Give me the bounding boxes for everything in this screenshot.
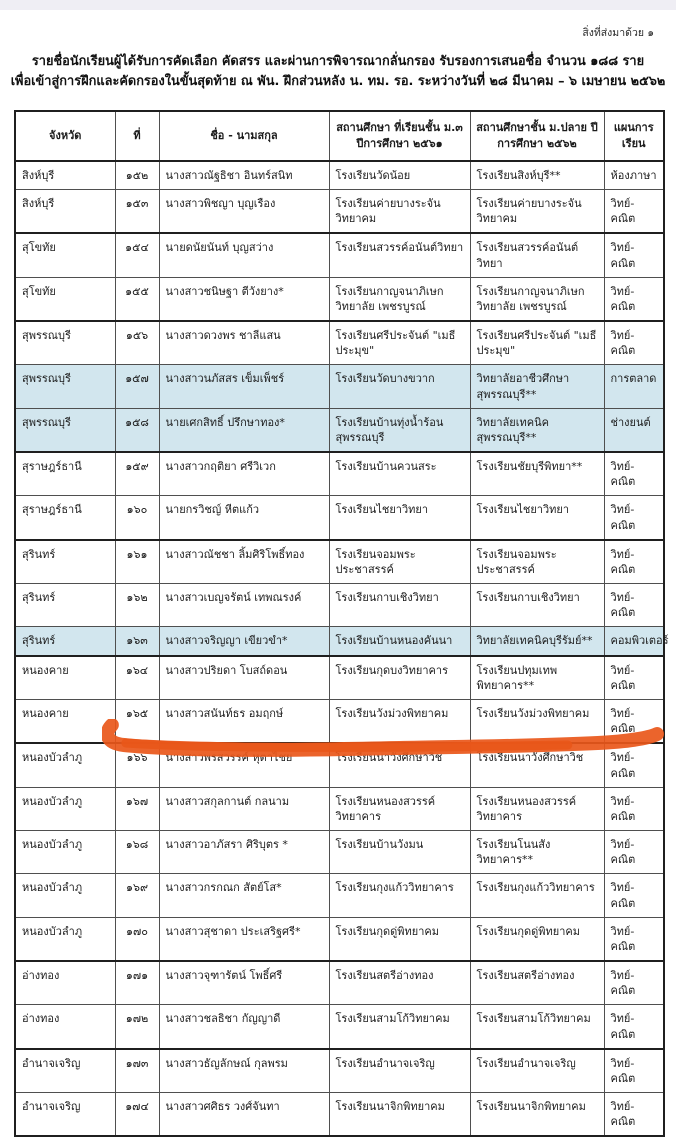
cell-plan: วิทย์-คณิต	[604, 1093, 664, 1137]
header-row	[15, 111, 664, 161]
cell-no: ๑๖๐	[115, 496, 159, 540]
cell-province: สุรินทร์	[15, 540, 115, 584]
cell-province: หนองคาย	[15, 656, 115, 700]
document-title	[0, 52, 676, 92]
cell-no: ๑๕๗	[115, 365, 159, 408]
column-header-3: สถานศึกษา ที่เรียนชั้น ม.๓ ปีการศึกษา ๒๕๖๑	[329, 111, 470, 161]
cell-school_high: โรงเรียนโนนสังวิทยาคาร**	[470, 831, 604, 874]
cell-school_high: โรงเรียนอำนาจเจริญ	[470, 1049, 604, 1093]
cell-name: นางสาวสกุลกานต์ กลนาม	[159, 787, 329, 830]
cell-school_m3: โรงเรียนกาญจนาภิเษกวิทยาลัย เพชรบูรณ์	[329, 277, 470, 321]
cell-province: หนองบัวลำภู	[15, 831, 115, 874]
table-row	[15, 743, 664, 787]
cell-plan: วิทย์-คณิต	[604, 321, 664, 365]
cell-school_m3: โรงเรียนกุดดู่พิทยาคม	[329, 917, 470, 961]
cell-province: หนองคาย	[15, 700, 115, 744]
cell-school_high: โรงเรียนค่ายบางระจันวิทยาคม	[470, 190, 604, 234]
cell-school_m3: โรงเรียนบ้านหนองคันนา	[329, 627, 470, 656]
cell-province: หนองบัวลำภู	[15, 743, 115, 787]
cell-name: นางสาวชนิษฐา ตีวังยาง*	[159, 277, 329, 321]
cell-no: ๑๗๐	[115, 917, 159, 961]
cell-school_high: วิทยาลัยเทคนิค สุพรรณบุรี**	[470, 408, 604, 452]
column-header-1: ที่	[115, 111, 159, 161]
cell-name: นางสาวสุชาดา ประเสริฐศรี*	[159, 917, 329, 961]
column-header-5: แผนการเรียน	[604, 111, 664, 161]
cell-school_m3: โรงเรียนสวรรค์อนันต์วิทยา	[329, 233, 470, 277]
cell-name: นางสาวอาภัสรา ศิริบุตร *	[159, 831, 329, 874]
table-row	[15, 917, 664, 961]
cell-plan: ช่างยนต์	[604, 408, 664, 452]
cell-no: ๑๖๕	[115, 700, 159, 744]
cell-province: สุพรรณบุรี	[15, 408, 115, 452]
cell-name: นางสาวศศิธร วงศ์จันทา	[159, 1093, 329, 1137]
table-row	[15, 1093, 664, 1137]
cell-name: นางสาวณัฐธิชา อินทร์สนิท	[159, 161, 329, 190]
table-row	[15, 1049, 664, 1093]
cell-school_high: วิทยาลัยอาชีวศึกษา สุพรรณบุรี**	[470, 365, 604, 408]
cell-name: นายดนัยนันท์ บุญสว่าง	[159, 233, 329, 277]
students-table	[14, 110, 669, 1137]
cell-province: อ่างทอง	[15, 961, 115, 1005]
table-row	[15, 700, 664, 744]
cell-name: นางสาวพิชญา บุญเรือง	[159, 190, 329, 234]
cell-no: ๑๖๘	[115, 831, 159, 874]
cell-school_high: โรงเรียนปทุมเทพ พิทยาคาร**	[470, 656, 604, 700]
cell-no: ๑๖๒	[115, 584, 159, 627]
cell-plan: คอมพิวเตอร์	[604, 627, 664, 656]
cell-plan: วิทย์-คณิต	[604, 743, 664, 787]
cell-school_m3: โรงเรียนค่ายบางระจันวิทยาคม	[329, 190, 470, 234]
table-row	[15, 496, 664, 540]
cell-school_m3: โรงเรียนกุดบงวิทยาคาร	[329, 656, 470, 700]
cell-province: สุรินทร์	[15, 627, 115, 656]
cell-plan: วิทย์-คณิต	[604, 917, 664, 961]
cell-name: นางสาวจริญญา เขียวขำ*	[159, 627, 329, 656]
table-row	[15, 787, 664, 830]
cell-name: นางสาวปริยดา โบสถ์ดอน	[159, 656, 329, 700]
table-header	[15, 111, 664, 161]
column-header-4: สถานศึกษาชั้น ม.ปลาย ปีการศึกษา ๒๕๖๒	[470, 111, 604, 161]
cell-school_m3: โรงเรียนนาวังศึกษาวิช	[329, 743, 470, 787]
title-line-1: รายชื่อนักเรียนผู้ได้รับการคัดเลือก คัดสรร และผ่านการพิจารณากลั่นกรอง รับรองการเสนอชื่อ จำนวน ๑๘๘ ราย	[31, 54, 645, 69]
cell-school_high: โรงเรียนจอมพระประชาสรรค์	[470, 540, 604, 584]
cell-school_m3: โรงเรียนบ้านควนสระ	[329, 452, 470, 496]
table-row	[15, 874, 664, 917]
table-row	[15, 656, 664, 700]
cell-school_m3: โรงเรียนนาจิกพิทยาคม	[329, 1093, 470, 1137]
cell-plan: วิทย์-คณิต	[604, 540, 664, 584]
cell-school_high: โรงเรียนชัยบุรีพิทยา**	[470, 452, 604, 496]
table-row	[15, 190, 664, 234]
cell-school_high: โรงเรียนสวรรค์อนันต์วิทยา	[470, 233, 604, 277]
table-row	[15, 584, 664, 627]
cell-no: ๑๖๖	[115, 743, 159, 787]
cell-plan: วิทย์-คณิต	[604, 1005, 664, 1049]
cell-school_m3: โรงเรียนศรีประจันต์ "เมธีประมุข"	[329, 321, 470, 365]
cell-province: สุราษฎร์ธานี	[15, 452, 115, 496]
cell-no: ๑๖๔	[115, 656, 159, 700]
cell-name: นายเศกสิทธิ์ ปรึกษาทอง*	[159, 408, 329, 452]
cell-school_m3: โรงเรียนวัดบางขวาก	[329, 365, 470, 408]
cell-school_high: โรงเรียนไชยาวิทยา	[470, 496, 604, 540]
table-row	[15, 961, 664, 1005]
cell-no: ๑๖๑	[115, 540, 159, 584]
cell-name: นางสาวกรกณก สัตย์โส*	[159, 874, 329, 917]
cell-province: สุรินทร์	[15, 584, 115, 627]
cell-name: นางสาวพรสวรรค์ หุตาไชย	[159, 743, 329, 787]
cell-province: อำนาจเจริญ	[15, 1093, 115, 1137]
cell-school_high: โรงเรียนกุงแก้ววิทยาคาร	[470, 874, 604, 917]
cell-no: ๑๖๓	[115, 627, 159, 656]
column-header-0: จังหวัด	[15, 111, 115, 161]
cell-school_high: โรงเรียนสามโก้วิทยาคม	[470, 1005, 604, 1049]
cell-name: นางสาวจุฑารัตน์ โพธิ์ศรี	[159, 961, 329, 1005]
cell-plan: วิทย์-คณิต	[604, 961, 664, 1005]
cell-no: ๑๕๖	[115, 321, 159, 365]
cell-school_high: โรงเรียนศรีประจันต์ "เมธีประมุข"	[470, 321, 604, 365]
cell-plan: วิทย์-คณิต	[604, 233, 664, 277]
cell-no: ๑๗๔	[115, 1093, 159, 1137]
cell-no: ๑๗๒	[115, 1005, 159, 1049]
cell-province: สิงห์บุรี	[15, 161, 115, 190]
cell-no: ๑๕๒	[115, 161, 159, 190]
cell-school_m3: โรงเรียนอำนาจเจริญ	[329, 1049, 470, 1093]
cell-school_m3: โรงเรียนบ้านวังมน	[329, 831, 470, 874]
cell-province: หนองบัวลำภู	[15, 787, 115, 830]
cell-school_m3: โรงเรียนวัดน้อย	[329, 161, 470, 190]
cell-province: สุพรรณบุรี	[15, 321, 115, 365]
cell-school_high: โรงเรียนวังม่วงพิทยาคม	[470, 700, 604, 744]
cell-no: ๑๗๓	[115, 1049, 159, 1093]
table-row	[15, 831, 664, 874]
cell-plan: วิทย์-คณิต	[604, 584, 664, 627]
cell-province: อำนาจเจริญ	[15, 1049, 115, 1093]
cell-name: นางสาวสนันท์ธร อมฤกษ์	[159, 700, 329, 744]
cell-province: สุราษฎร์ธานี	[15, 496, 115, 540]
cell-school_m3: โรงเรียนสตรีอ่างทอง	[329, 961, 470, 1005]
table-row	[15, 627, 664, 656]
attachment-note: สิ่งที่ส่งมาด้วย ๑	[582, 27, 654, 39]
cell-no: ๑๖๙	[115, 874, 159, 917]
cell-school_high: โรงเรียนนาวังศึกษาวิช	[470, 743, 604, 787]
table-row	[15, 452, 664, 496]
cell-plan: วิทย์-คณิต	[604, 452, 664, 496]
table-row	[15, 321, 664, 365]
cell-school_high: โรงเรียนกาบเชิงวิทยา	[470, 584, 604, 627]
table-row	[15, 233, 664, 277]
cell-name: นางสาวชลธิชา กัญญาดี	[159, 1005, 329, 1049]
cell-name: นางสาวเบญจรัตน์ เทพณรงค์	[159, 584, 329, 627]
cell-no: ๑๕๘	[115, 408, 159, 452]
cell-plan: วิทย์-คณิต	[604, 874, 664, 917]
cell-plan: วิทย์-คณิต	[604, 190, 664, 234]
cell-no: ๑๕๙	[115, 452, 159, 496]
cell-no: ๑๗๑	[115, 961, 159, 1005]
cell-school_high: โรงเรียนกุดดู่พิทยาคม	[470, 917, 604, 961]
cell-name: นางสาวดวงพร ชาลีแสน	[159, 321, 329, 365]
cell-plan: ห้องภาษา	[604, 161, 664, 190]
cell-province: สิงห์บุรี	[15, 190, 115, 234]
cell-no: ๑๖๗	[115, 787, 159, 830]
cell-school_high: โรงเรียนนาจิกพิทยาคม	[470, 1093, 604, 1137]
title-line-2: เพื่อเข้าสู่การฝึกและคัดกรองในขั้นสุดท้าย ณ พัน. ฝึกส่วนหลัง น. ทม. รอ. ระหว่างวันที่ ๒๘ มีนาคม – ๖ เมษายน ๒๕๖๒	[10, 73, 666, 89]
cell-school_m3: โรงเรียนไชยาวิทยา	[329, 496, 470, 540]
cell-name: นายกรวิชญ์ หีตแก้ว	[159, 496, 329, 540]
table-row	[15, 540, 664, 584]
cell-province: สุพรรณบุรี	[15, 365, 115, 408]
cell-plan: วิทย์-คณิต	[604, 496, 664, 540]
cell-province: สุโขทัย	[15, 277, 115, 321]
cell-school_m3: โรงเรียนหนองสวรรค์วิทยาคาร	[329, 787, 470, 830]
cell-school_m3: โรงเรียนจอมพระประชาสรรค์	[329, 540, 470, 584]
table-row	[15, 1005, 664, 1049]
cell-no: ๑๕๔	[115, 233, 159, 277]
cell-plan: วิทย์-คณิต	[604, 700, 664, 744]
cell-name: นางสาวณัชชา ลิ้มศิริโพธิ์ทอง	[159, 540, 329, 584]
cell-school_m3: โรงเรียนบ้านทุ่งน้ำร้อน สุพรรณบุรี	[329, 408, 470, 452]
cell-school_m3: โรงเรียนวังม่วงพิทยาคม	[329, 700, 470, 744]
column-header-2: ชื่อ - นามสกุล	[159, 111, 329, 161]
cell-name: นางสาวนภัสสร เข็มเพ็ชร์	[159, 365, 329, 408]
cell-province: หนองบัวลำภู	[15, 917, 115, 961]
table-body	[15, 161, 669, 1137]
cell-school_m3: โรงเรียนกาบเชิงวิทยา	[329, 584, 470, 627]
cell-no: ๑๕๓	[115, 190, 159, 234]
cell-plan: วิทย์-คณิต	[604, 1049, 664, 1093]
cell-plan: วิทย์-คณิต	[604, 277, 664, 321]
cell-school_m3: โรงเรียนกุงแก้ววิทยาคาร	[329, 874, 470, 917]
cell-school_high: โรงเรียนกาญจนาภิเษกวิทยาลัย เพชรบูรณ์	[470, 277, 604, 321]
cell-school_high: โรงเรียนสิงห์บุรี**	[470, 161, 604, 190]
cell-province: หนองบัวลำภู	[15, 874, 115, 917]
cell-school_high: วิทยาลัยเทคนิคบุรีรัมย์**	[470, 627, 604, 656]
cell-plan: วิทย์-คณิต	[604, 656, 664, 700]
cell-name: นางสาวธัญลักษณ์ กุลพรม	[159, 1049, 329, 1093]
cell-plan: วิทย์-คณิต	[604, 831, 664, 874]
photo-top-strip	[0, 0, 676, 10]
cell-school_high: โรงเรียนหนองสวรรค์วิทยาคาร	[470, 787, 604, 830]
table-row	[15, 365, 664, 408]
table-row	[15, 161, 664, 190]
cell-no: ๑๕๕	[115, 277, 159, 321]
table-row	[15, 408, 664, 452]
cell-plan: วิทย์-คณิต	[604, 787, 664, 830]
cell-province: อ่างทอง	[15, 1005, 115, 1049]
cell-province: สุโขทัย	[15, 233, 115, 277]
cell-name: นางสาวกฤติยา ศรีวิเวก	[159, 452, 329, 496]
cell-school_high: โรงเรียนสตรีอ่างทอง	[470, 961, 604, 1005]
table-row	[15, 277, 664, 321]
cell-school_m3: โรงเรียนสามโก้วิทยาคม	[329, 1005, 470, 1049]
cell-plan: การตลาด	[604, 365, 664, 408]
